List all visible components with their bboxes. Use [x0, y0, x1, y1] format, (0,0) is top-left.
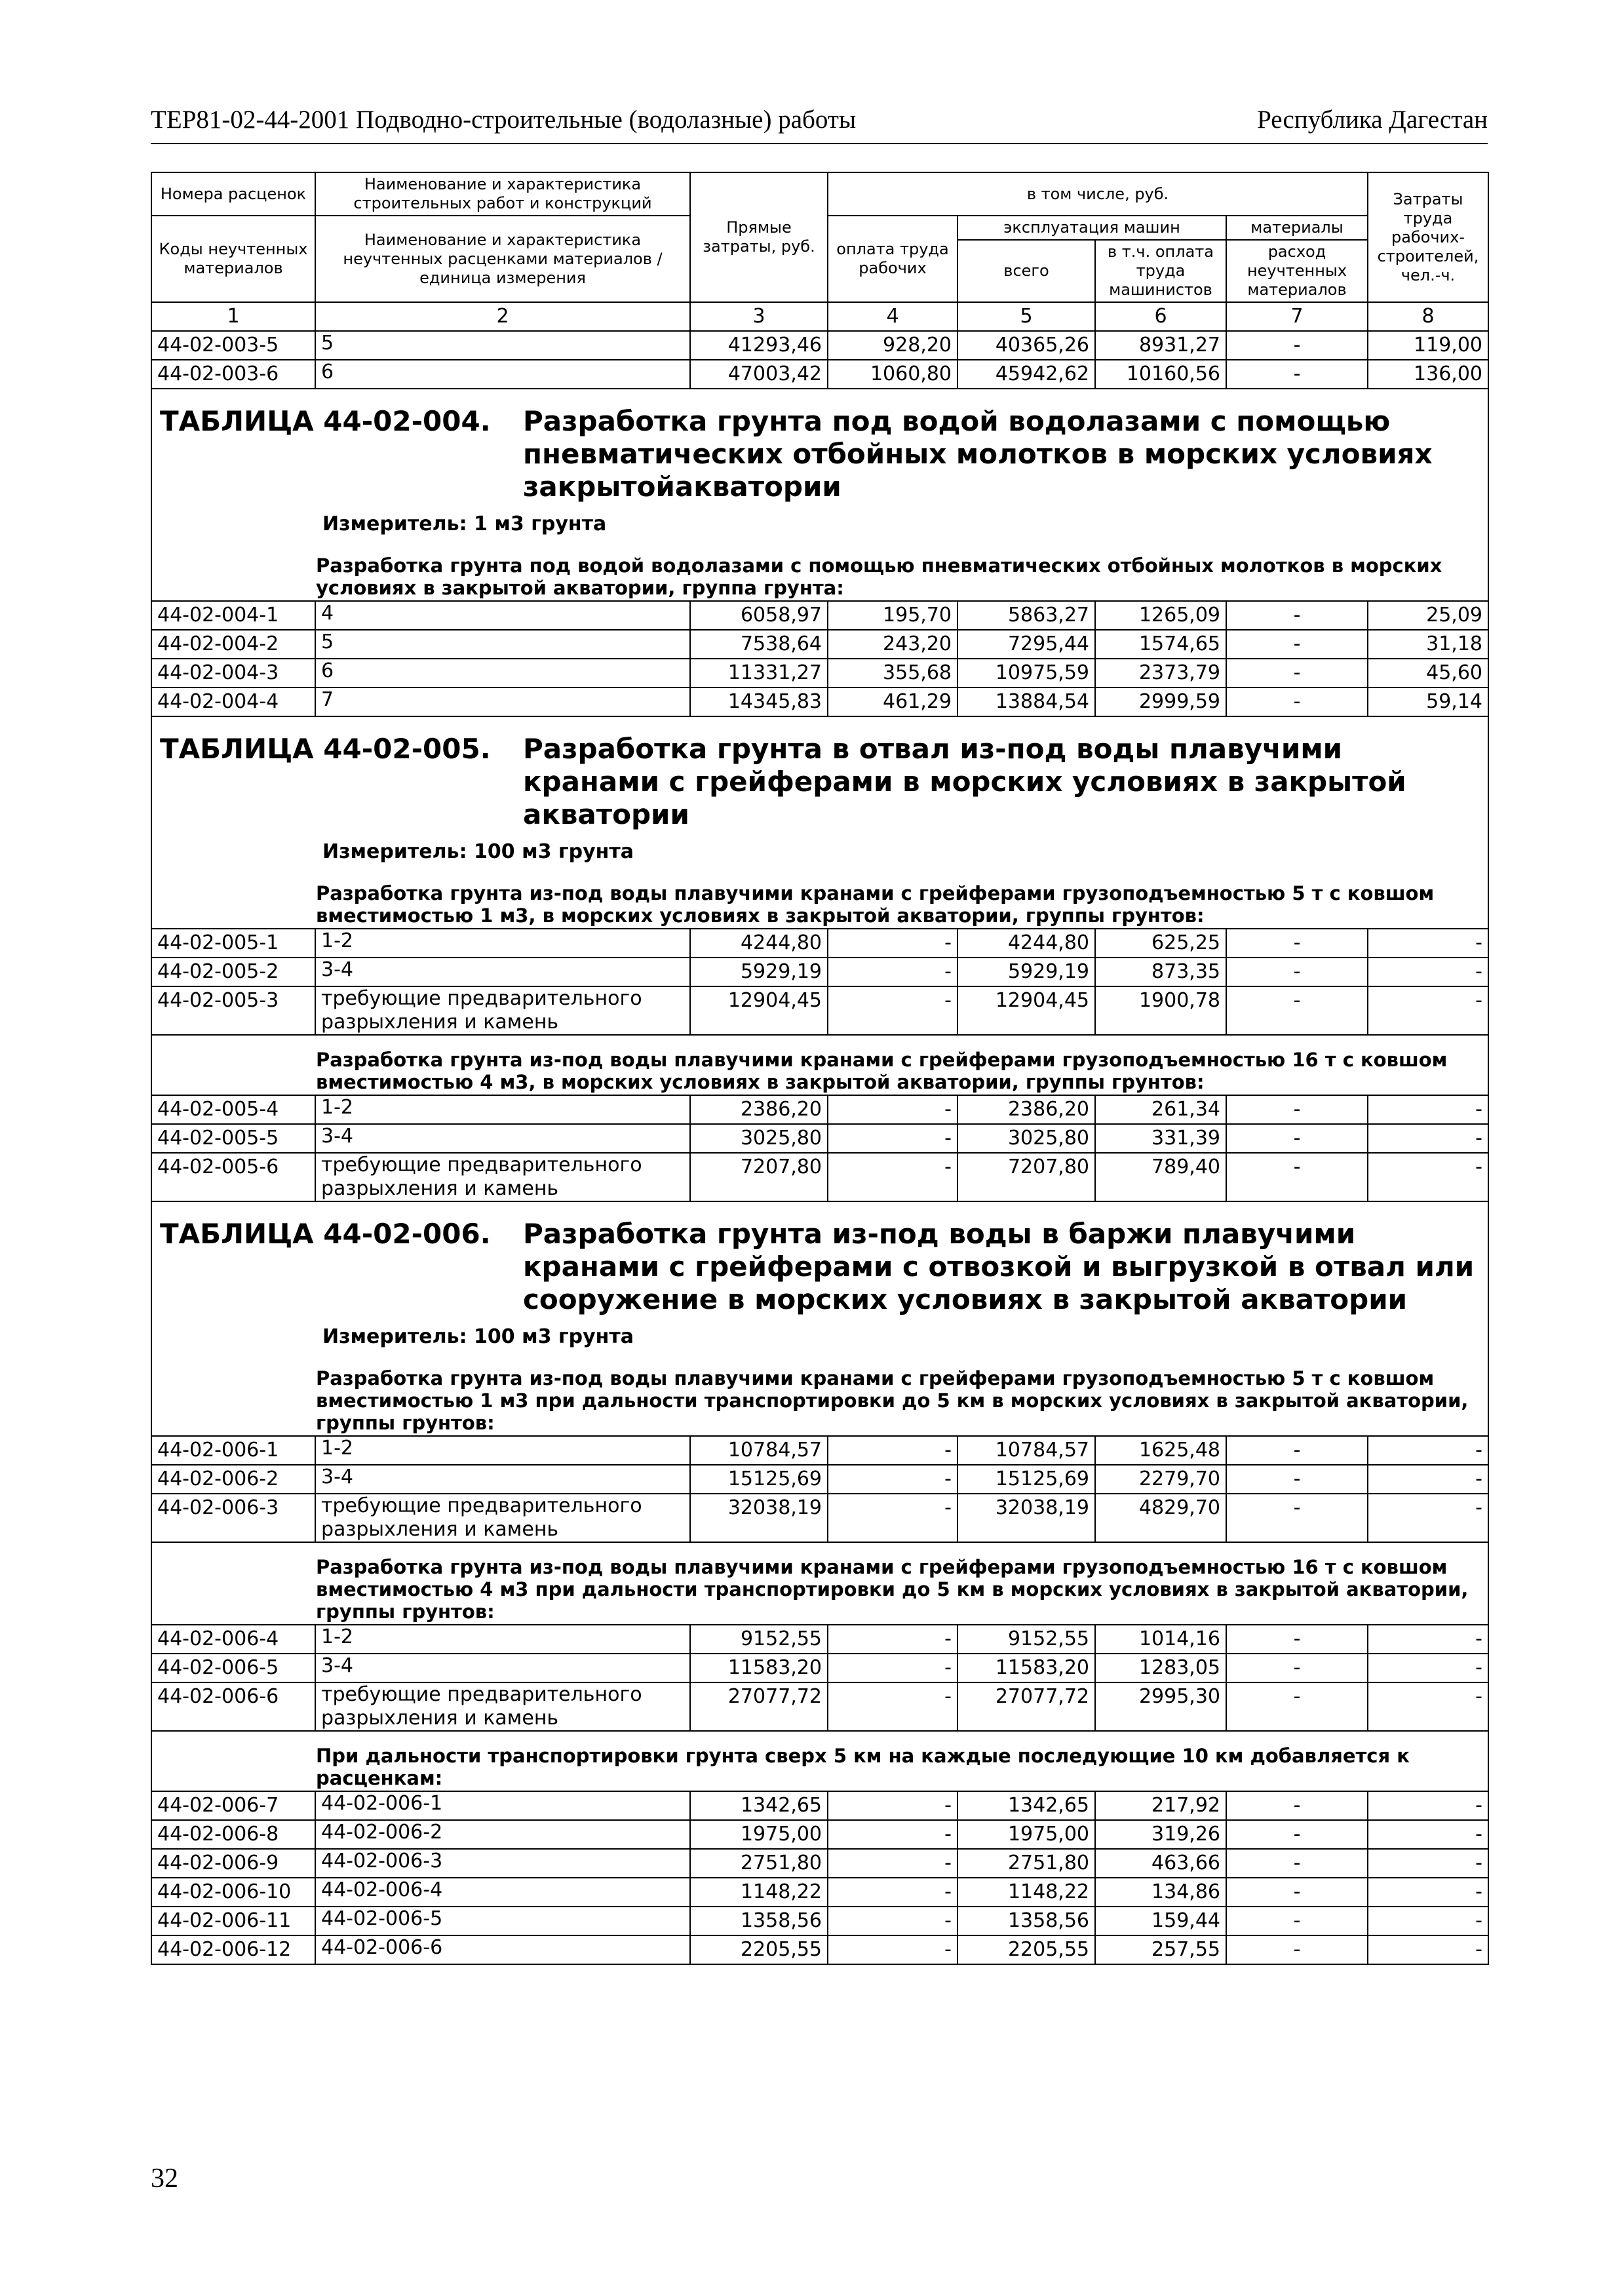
cell-machines-total: 15125,69 [957, 1465, 1095, 1494]
cell-direct-costs: 9152,55 [690, 1625, 828, 1654]
cell-wages: - [828, 1820, 957, 1849]
cell-machines-total: 1342,65 [957, 1791, 1095, 1820]
cell-rate-name: требующие предварительного разрыхления и камень [315, 1682, 690, 1731]
cell-wages: - [828, 1654, 957, 1682]
cell-material-consumption: - [1226, 1625, 1368, 1654]
cell-rate-code: 44-02-006-6 [151, 1682, 315, 1731]
table-row [151, 986, 1488, 1035]
cell-material-consumption: - [1226, 929, 1368, 958]
table-row [151, 688, 1488, 716]
cell-labor-costs: - [1368, 958, 1488, 986]
column-numbers-row [151, 302, 1488, 331]
section-title [152, 733, 1488, 831]
cell-wages: 243,20 [828, 630, 957, 659]
col-number: 4 [828, 302, 957, 331]
rates-table [151, 172, 1489, 1965]
cell-material-consumption: - [1226, 1654, 1368, 1682]
table-row [151, 331, 1488, 360]
cell-operator-wages: 2279,70 [1095, 1465, 1226, 1494]
cell-rate-code: 44-02-004-1 [151, 601, 315, 630]
cell-rate-name: требующие предварительного разрыхления и камень [315, 1494, 690, 1542]
meter-label: Измеритель: [322, 840, 467, 863]
cell-direct-costs: 6058,97 [690, 601, 828, 630]
cell-labor-costs: - [1368, 1791, 1488, 1820]
cell-material-consumption: - [1226, 1878, 1368, 1907]
meter [322, 511, 1488, 537]
running-header [151, 105, 1488, 146]
table-row [151, 1907, 1488, 1935]
cell-labor-costs: - [1368, 1682, 1488, 1731]
cell-labor-costs: - [1368, 1820, 1488, 1849]
cell-material-consumption: - [1226, 688, 1368, 716]
cell-machines-total: 11583,20 [957, 1654, 1095, 1682]
cell-machines-total: 3025,80 [957, 1124, 1095, 1153]
cell-machines-total: 32038,19 [957, 1494, 1095, 1542]
table-section-title-row [151, 1201, 1488, 1354]
cell-labor-costs: 45,60 [1368, 659, 1488, 688]
cell-rate-name: 4 [315, 601, 690, 630]
group-title: При дальности транспортировки грунта сверх 5 км на каждые последующие 10 км добавляется к расценкам: [151, 1731, 1488, 1791]
table-row [151, 1465, 1488, 1494]
cell-rate-name: 6 [315, 659, 690, 688]
cell-rate-name: 3-4 [315, 1124, 690, 1153]
col-machines-header: эксплуатация машин [957, 216, 1226, 240]
cell-operator-wages: 331,39 [1095, 1124, 1226, 1153]
col-material-name-header: Наименование и характеристика неучтенных расценками материалов / единица измерения [315, 216, 690, 302]
cell-machines-total: 1358,56 [957, 1907, 1095, 1935]
section-code: ТАБЛИЦА 44-02-005. [160, 733, 491, 765]
cell-wages: - [828, 958, 957, 986]
group-title: Разработка грунта под водой водолазами с помощью пневматических отбойных молотков в морских условиях в закрытой акватории, группа грунта: [151, 541, 1488, 601]
cell-labor-costs: - [1368, 986, 1488, 1035]
cell-rate-code: 44-02-005-6 [151, 1153, 315, 1201]
table-row [151, 1820, 1488, 1849]
cell-wages: - [828, 986, 957, 1035]
cell-material-consumption: - [1226, 1935, 1368, 1964]
cell-material-consumption: - [1226, 1791, 1368, 1820]
cell-machines-total: 12904,45 [957, 986, 1095, 1035]
cell-operator-wages: 1574,65 [1095, 630, 1226, 659]
cell-labor-costs: - [1368, 929, 1488, 958]
cell-operator-wages: 2373,79 [1095, 659, 1226, 688]
cell-material-consumption: - [1226, 1820, 1368, 1849]
cell-rate-code: 44-02-006-11 [151, 1907, 315, 1935]
cell-operator-wages: 1283,05 [1095, 1654, 1226, 1682]
section-name: Разработка грунта в отвал из-под воды плавучими кранами с грейферами в морских условиях в закрытой акватории [523, 733, 1406, 830]
cell-direct-costs: 41293,46 [690, 331, 828, 360]
meter-label: Измеритель: [322, 1325, 467, 1348]
meter-label: Измеритель: [322, 513, 467, 535]
cell-rate-code: 44-02-006-9 [151, 1849, 315, 1878]
cell-material-consumption: - [1226, 1682, 1368, 1731]
table-row [151, 1849, 1488, 1878]
cell-wages: - [828, 1878, 957, 1907]
cell-material-consumption: - [1226, 1849, 1368, 1878]
cell-rate-code: 44-02-006-1 [151, 1436, 315, 1465]
cell-operator-wages: 625,25 [1095, 929, 1226, 958]
header-document-title: ТЕР81-02-44-2001 Подводно-строительные (водолазные) работы [151, 106, 857, 134]
cell-direct-costs: 2386,20 [690, 1095, 828, 1124]
table-row [151, 1682, 1488, 1731]
cell-operator-wages: 463,66 [1095, 1849, 1226, 1878]
group-title: Разработка грунта из-под воды плавучими кранами с грейферами грузоподъемностью 16 т с ковшом вместимостью 4 м3 при дальности транспортировки до 5 км в морских условиях в закрытой акватории, группы грунтов: [151, 1542, 1488, 1625]
col-including-header: в том числе, руб. [828, 172, 1368, 216]
cell-material-consumption: - [1226, 1124, 1368, 1153]
cell-direct-costs: 14345,83 [690, 688, 828, 716]
cell-labor-costs: - [1368, 1878, 1488, 1907]
cell-machines-total: 1148,22 [957, 1878, 1095, 1907]
group-title-row [151, 869, 1488, 929]
col-material-codes-header: Коды неучтенных материалов [151, 216, 315, 302]
cell-wages: - [828, 1849, 957, 1878]
cell-operator-wages: 2999,59 [1095, 688, 1226, 716]
col-number: 1 [151, 302, 315, 331]
cell-labor-costs: - [1368, 1907, 1488, 1935]
cell-rate-name: 44-02-006-5 [315, 1907, 690, 1935]
group-title-row [151, 1354, 1488, 1436]
meter-value: 1 м3 грунта [474, 513, 607, 535]
header-divider [151, 143, 1488, 144]
col-material-consumption-header: расход неучтенных материалов [1226, 240, 1368, 302]
cell-machines-total: 2205,55 [957, 1935, 1095, 1964]
col-materials-header: материалы [1226, 216, 1368, 240]
cell-rate-name: 44-02-006-1 [315, 1791, 690, 1820]
col-wages-header: оплата труда рабочих [828, 216, 957, 302]
cell-wages: - [828, 1935, 957, 1964]
cell-labor-costs: - [1368, 1465, 1488, 1494]
cell-wages: 195,70 [828, 601, 957, 630]
table-row [151, 1436, 1488, 1465]
col-rate-number-header: Номера расценок [151, 172, 315, 216]
section-title-cell [151, 1201, 1488, 1354]
cell-direct-costs: 2751,80 [690, 1849, 828, 1878]
cell-labor-costs: 119,00 [1368, 331, 1488, 360]
table-row [151, 1095, 1488, 1124]
cell-rate-code: 44-02-004-3 [151, 659, 315, 688]
cell-wages: 928,20 [828, 331, 957, 360]
cell-machines-total: 7295,44 [957, 630, 1095, 659]
cell-direct-costs: 3025,80 [690, 1124, 828, 1153]
cell-operator-wages: 1900,78 [1095, 986, 1226, 1035]
table-row [151, 1153, 1488, 1201]
cell-machines-total: 10784,57 [957, 1436, 1095, 1465]
cell-rate-name: 1-2 [315, 929, 690, 958]
table-row [151, 1124, 1488, 1153]
cell-direct-costs: 11331,27 [690, 659, 828, 688]
cell-rate-code: 44-02-006-7 [151, 1791, 315, 1820]
cell-rate-code: 44-02-006-3 [151, 1494, 315, 1542]
cell-material-consumption: - [1226, 1095, 1368, 1124]
col-number: 5 [957, 302, 1095, 331]
cell-rate-name: 1-2 [315, 1625, 690, 1654]
page-number: 32 [151, 2164, 178, 2194]
cell-direct-costs: 7538,64 [690, 630, 828, 659]
cell-material-consumption: - [1226, 630, 1368, 659]
cell-operator-wages: 257,55 [1095, 1935, 1226, 1964]
cell-rate-code: 44-02-005-4 [151, 1095, 315, 1124]
section-title [152, 405, 1488, 503]
cell-rate-code: 44-02-005-1 [151, 929, 315, 958]
cell-machines-total: 7207,80 [957, 1153, 1095, 1201]
cell-labor-costs: 25,09 [1368, 601, 1488, 630]
cell-wages: - [828, 1494, 957, 1542]
cell-rate-name: 5 [315, 630, 690, 659]
meter [322, 839, 1488, 865]
cell-direct-costs: 10784,57 [690, 1436, 828, 1465]
group-title: Разработка грунта из-под воды плавучими кранами с грейферами грузоподъемностью 5 т с ковшом вместимостью 1 м3 при дальности транспортировки до 5 км в морских условиях в закрытой акватории, группы грунтов: [151, 1354, 1488, 1436]
cell-machines-total: 9152,55 [957, 1625, 1095, 1654]
table-section-title-row [151, 389, 1488, 541]
cell-labor-costs: 59,14 [1368, 688, 1488, 716]
cell-wages: - [828, 1153, 957, 1201]
cell-rate-name: 7 [315, 688, 690, 716]
section-code: ТАБЛИЦА 44-02-004. [160, 405, 491, 437]
cell-operator-wages: 261,34 [1095, 1095, 1226, 1124]
cell-operator-wages: 1625,48 [1095, 1436, 1226, 1465]
section-title-cell [151, 389, 1488, 541]
col-work-name-header: Наименование и характеристика строительных работ и конструкций [315, 172, 690, 216]
group-title-row [151, 1542, 1488, 1625]
cell-labor-costs: - [1368, 1494, 1488, 1542]
cell-machines-total: 45942,62 [957, 360, 1095, 389]
cell-material-consumption: - [1226, 659, 1368, 688]
cell-direct-costs: 11583,20 [690, 1654, 828, 1682]
table-row [151, 1791, 1488, 1820]
section-name: Разработка грунта под водой водолазами с помощью пневматических отбойных молотков в морских условиях закрытойакватории [523, 405, 1433, 503]
group-title-row [151, 1035, 1488, 1095]
cell-rate-name: 1-2 [315, 1436, 690, 1465]
cell-wages: - [828, 1095, 957, 1124]
col-direct-costs-header: Прямые затраты, руб. [690, 172, 828, 302]
cell-operator-wages: 10160,56 [1095, 360, 1226, 389]
cell-material-consumption: - [1226, 331, 1368, 360]
cell-rate-code: 44-02-004-2 [151, 630, 315, 659]
table-row [151, 929, 1488, 958]
cell-machines-total: 5929,19 [957, 958, 1095, 986]
table-row [151, 958, 1488, 986]
cell-operator-wages: 134,86 [1095, 1878, 1226, 1907]
cell-rate-name: 1-2 [315, 1095, 690, 1124]
cell-wages: - [828, 1625, 957, 1654]
section-title-cell [151, 716, 1488, 869]
cell-material-consumption: - [1226, 1465, 1368, 1494]
table-row [151, 1494, 1488, 1542]
cell-wages: - [828, 1436, 957, 1465]
cell-rate-name: 3-4 [315, 958, 690, 986]
cell-rate-code: 44-02-003-6 [151, 360, 315, 389]
cell-machines-total: 2751,80 [957, 1849, 1095, 1878]
cell-operator-wages: 4829,70 [1095, 1494, 1226, 1542]
cell-rate-name: требующие предварительного разрыхления и камень [315, 1153, 690, 1201]
table-row [151, 360, 1488, 389]
cell-rate-name: 6 [315, 360, 690, 389]
cell-operator-wages: 217,92 [1095, 1791, 1226, 1820]
group-title: Разработка грунта из-под воды плавучими кранами с грейферами грузоподъемностью 16 т с ковшом вместимостью 4 м3, в морских условиях в закрытой акватории, группы грунтов: [151, 1035, 1488, 1095]
col-labor-costs-header: Затраты труда рабочих-строителей, чел.-ч. [1368, 172, 1488, 302]
cell-direct-costs: 47003,42 [690, 360, 828, 389]
cell-rate-code: 44-02-005-3 [151, 986, 315, 1035]
cell-wages: - [828, 929, 957, 958]
cell-operator-wages: 1265,09 [1095, 601, 1226, 630]
cell-rate-code: 44-02-003-5 [151, 331, 315, 360]
cell-machines-total: 5863,27 [957, 601, 1095, 630]
cell-labor-costs: - [1368, 1153, 1488, 1201]
cell-labor-costs: - [1368, 1935, 1488, 1964]
cell-direct-costs: 12904,45 [690, 986, 828, 1035]
cell-operator-wages: 873,35 [1095, 958, 1226, 986]
cell-direct-costs: 1148,22 [690, 1878, 828, 1907]
cell-wages: 461,29 [828, 688, 957, 716]
cell-rate-name: 44-02-006-4 [315, 1878, 690, 1907]
cell-rate-name: 3-4 [315, 1654, 690, 1682]
col-number: 2 [315, 302, 690, 331]
cell-machines-total: 27077,72 [957, 1682, 1095, 1731]
table-row [151, 1654, 1488, 1682]
col-operator-wages-header: в т.ч. оплата труда машинистов [1095, 240, 1226, 302]
cell-material-consumption: - [1226, 1907, 1368, 1935]
cell-operator-wages: 8931,27 [1095, 331, 1226, 360]
cell-rate-name: 44-02-006-6 [315, 1935, 690, 1964]
table-row [151, 1935, 1488, 1964]
cell-machines-total: 2386,20 [957, 1095, 1095, 1124]
cell-material-consumption: - [1226, 1436, 1368, 1465]
meter-value: 100 м3 грунта [474, 840, 634, 863]
section-code: ТАБЛИЦА 44-02-006. [160, 1218, 491, 1250]
cell-rate-name: 44-02-006-3 [315, 1849, 690, 1878]
cell-labor-costs: - [1368, 1625, 1488, 1654]
cell-rate-code: 44-02-006-2 [151, 1465, 315, 1494]
section-title [152, 1218, 1488, 1316]
cell-rate-name: 44-02-006-2 [315, 1820, 690, 1849]
cell-material-consumption: - [1226, 360, 1368, 389]
col-number: 7 [1226, 302, 1368, 331]
cell-wages: - [828, 1907, 957, 1935]
table-row [151, 659, 1488, 688]
cell-rate-name: требующие предварительного разрыхления и камень [315, 986, 690, 1035]
cell-material-consumption: - [1226, 601, 1368, 630]
cell-wages: - [828, 1682, 957, 1731]
cell-material-consumption: - [1226, 1153, 1368, 1201]
cell-direct-costs: 2205,55 [690, 1935, 828, 1964]
cell-operator-wages: 789,40 [1095, 1153, 1226, 1201]
table-section-title-row [151, 716, 1488, 869]
group-title-row [151, 541, 1488, 601]
cell-rate-code: 44-02-006-12 [151, 1935, 315, 1964]
cell-operator-wages: 1014,16 [1095, 1625, 1226, 1654]
cell-wages: - [828, 1791, 957, 1820]
cell-machines-total: 13884,54 [957, 688, 1095, 716]
cell-labor-costs: - [1368, 1849, 1488, 1878]
cell-labor-costs: 31,18 [1368, 630, 1488, 659]
cell-rate-code: 44-02-006-8 [151, 1820, 315, 1849]
cell-machines-total: 4244,80 [957, 929, 1095, 958]
cell-rate-code: 44-02-006-4 [151, 1625, 315, 1654]
cell-material-consumption: - [1226, 1494, 1368, 1542]
col-machines-total-header: всего [957, 240, 1095, 302]
group-title: Разработка грунта из-под воды плавучими кранами с грейферами грузоподъемностью 5 т с ковшом вместимостью 1 м3, в морских условиях в закрытой акватории, группы грунтов: [151, 869, 1488, 929]
table-row [151, 630, 1488, 659]
cell-direct-costs: 7207,80 [690, 1153, 828, 1201]
cell-labor-costs: - [1368, 1124, 1488, 1153]
cell-rate-name: 3-4 [315, 1465, 690, 1494]
cell-rate-name: 5 [315, 331, 690, 360]
table-row [151, 1625, 1488, 1654]
cell-machines-total: 10975,59 [957, 659, 1095, 688]
cell-operator-wages: 2995,30 [1095, 1682, 1226, 1731]
col-number: 8 [1368, 302, 1488, 331]
table-row [151, 1878, 1488, 1907]
cell-operator-wages: 319,26 [1095, 1820, 1226, 1849]
cell-direct-costs: 15125,69 [690, 1465, 828, 1494]
meter [322, 1324, 1488, 1350]
group-title-row [151, 1731, 1488, 1791]
cell-direct-costs: 1358,56 [690, 1907, 828, 1935]
cell-rate-code: 44-02-006-5 [151, 1654, 315, 1682]
meter-value: 100 м3 грунта [474, 1325, 634, 1348]
cell-rate-code: 44-02-004-4 [151, 688, 315, 716]
cell-wages: - [828, 1124, 957, 1153]
cell-labor-costs: - [1368, 1436, 1488, 1465]
col-number: 3 [690, 302, 828, 331]
cell-direct-costs: 1342,65 [690, 1791, 828, 1820]
cell-direct-costs: 1975,00 [690, 1820, 828, 1849]
section-name: Разработка грунта из-под воды в баржи плавучими кранами с грейферами с отвозкой и выгрузкой в отвал или сооружение в морских условиях в закрытой акватории [523, 1218, 1475, 1315]
cell-rate-code: 44-02-005-2 [151, 958, 315, 986]
header-region: Республика Дагестан [1257, 106, 1488, 134]
cell-labor-costs: - [1368, 1095, 1488, 1124]
cell-machines-total: 40365,26 [957, 331, 1095, 360]
page [151, 105, 1488, 1965]
cell-labor-costs: - [1368, 1654, 1488, 1682]
cell-direct-costs: 4244,80 [690, 929, 828, 958]
col-number: 6 [1095, 302, 1226, 331]
cell-rate-code: 44-02-005-5 [151, 1124, 315, 1153]
cell-direct-costs: 27077,72 [690, 1682, 828, 1731]
cell-wages: - [828, 1465, 957, 1494]
cell-operator-wages: 159,44 [1095, 1907, 1226, 1935]
cell-rate-code: 44-02-006-10 [151, 1878, 315, 1907]
cell-material-consumption: - [1226, 958, 1368, 986]
cell-direct-costs: 32038,19 [690, 1494, 828, 1542]
cell-material-consumption: - [1226, 986, 1368, 1035]
table-row [151, 601, 1488, 630]
cell-direct-costs: 5929,19 [690, 958, 828, 986]
cell-wages: 355,68 [828, 659, 957, 688]
cell-labor-costs: 136,00 [1368, 360, 1488, 389]
cell-machines-total: 1975,00 [957, 1820, 1095, 1849]
cell-wages: 1060,80 [828, 360, 957, 389]
